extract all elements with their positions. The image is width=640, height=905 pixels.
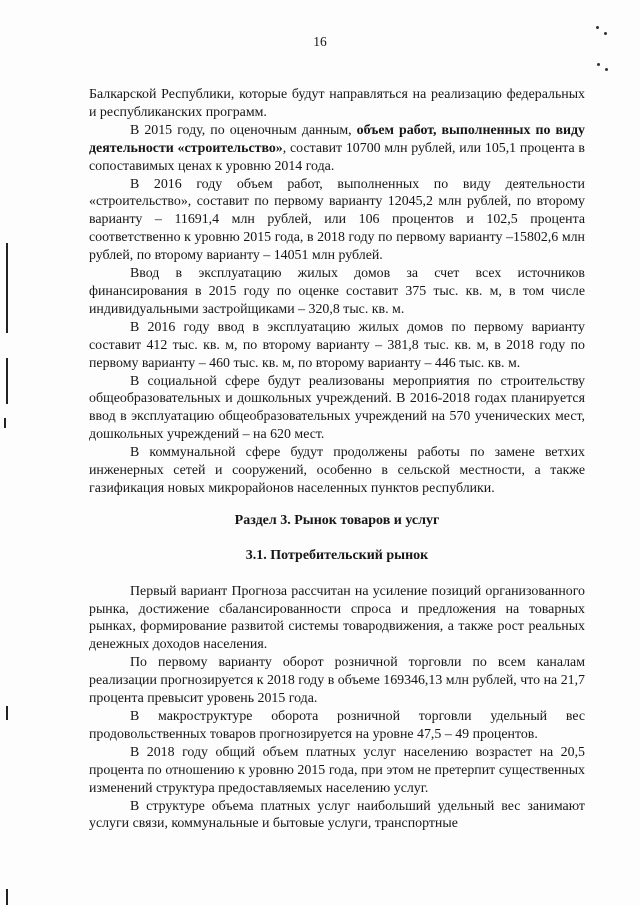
paragraph: В 2018 году общий объем платных услуг населению возрастет на 20,5 процента по отношению к уровню 2015 года, при этом не претерпит существенных изменений структура предоставляемых населению услуг. <box>89 744 585 796</box>
section-heading: Раздел 3. Рынок товаров и услуг <box>234 512 440 528</box>
bold-phrase: объем работ, выполненных по виду деятельности «строительство» <box>89 122 585 156</box>
scan-speck <box>596 26 599 29</box>
paragraph: По первому варианту оборот розничной торговли по всем каналам реализации прогнозируется к 2018 году в объеме 169346,13 млн рублей, что на 21,7 процента превысит уровень 2015 года. <box>89 655 585 707</box>
scan-margin-mark <box>6 889 8 905</box>
subsection-heading: 3.1. Потребительский рынок <box>245 547 429 563</box>
scan-speck <box>597 63 600 66</box>
paragraph: Ввод в эксплуатацию жилых домов за счет всех источников финансирования в 2015 году по оценке составит 375 тыс. кв. м, в том числе индивидуальными застройщиками – 320,8 тыс. кв. м. <box>89 266 585 317</box>
page-number: 16 <box>313 34 327 49</box>
scan-margin-mark <box>6 243 8 333</box>
scan-margin-mark <box>4 418 6 428</box>
paragraph: В коммунальной сфере будут продолжены работы по замене ветхих инженерных сетей и сооружений, особенно в сельской местности, а также газификация новых микрорайонов населенных пунктов республики. <box>89 445 585 496</box>
paragraph: В макроструктуре оборота розничной торговли удельный вес продовольственных товаров прогнозируется на уровне 47,5 – 49 процентов. <box>89 709 585 742</box>
body-text <box>89 86 585 833</box>
scan-margin-mark <box>6 358 8 404</box>
scan-margin-mark <box>6 706 8 720</box>
paragraph: В 2016 году ввод в эксплуатацию жилых домов по первому варианту составит 412 тыс. кв. м, по второму варианту – 381,8 тыс. кв. м, в 2018 году по первому варианту – 460 тыс. кв. м, по второму варианту – 446 тыс. кв. м. <box>89 319 585 371</box>
paragraph: Балкарской Республики, которые будут направляться на реализацию федеральных и республиканских программ. <box>89 87 585 120</box>
paragraph: В 2016 году объем работ, выполненных по виду деятельности «строительство», составит по первому варианту 12045,2 млн рублей, по второму варианту – 11691,4 млн рублей, или 106 процентов и 102,5 процента соответственно к уровню 2015 года, в 2018 году по первому варианту –15802,6 млн рублей, по второму варианту – 14051 млн рублей. <box>89 176 585 264</box>
paragraph: В социальной сфере будут реализованы мероприятия по строительству общеобразовательных и дошкольных учреждений. В 2016-2018 годах планируется ввод в эксплуатацию общеобразовательных учреждений на 570 ученических мест, дошкольных учреждений – на 620 мест. <box>89 373 585 443</box>
scan-speck <box>605 68 608 71</box>
paragraph: В структуре объема платных услуг наибольший удельный вес занимают услуги связи, коммунальные и бытовые услуги, транспортные <box>89 798 585 832</box>
scan-speck <box>604 32 607 35</box>
paragraph: Первый вариант Прогноза рассчитан на усиление позиций организованного рынка, достижение сбалансированности спроса и предложения на товарных рынках, формирование развитой системы товародвижения, а также рост реальных денежных доходов населения. <box>89 583 585 653</box>
paragraph: В 2015 году, по оценочным данным, объем работ, выполненных по виду деятельности «строительство», составит 10700 млн рублей, или 105,1 процента в сопоставимых ценах к уровню 2014 года. <box>89 122 585 174</box>
